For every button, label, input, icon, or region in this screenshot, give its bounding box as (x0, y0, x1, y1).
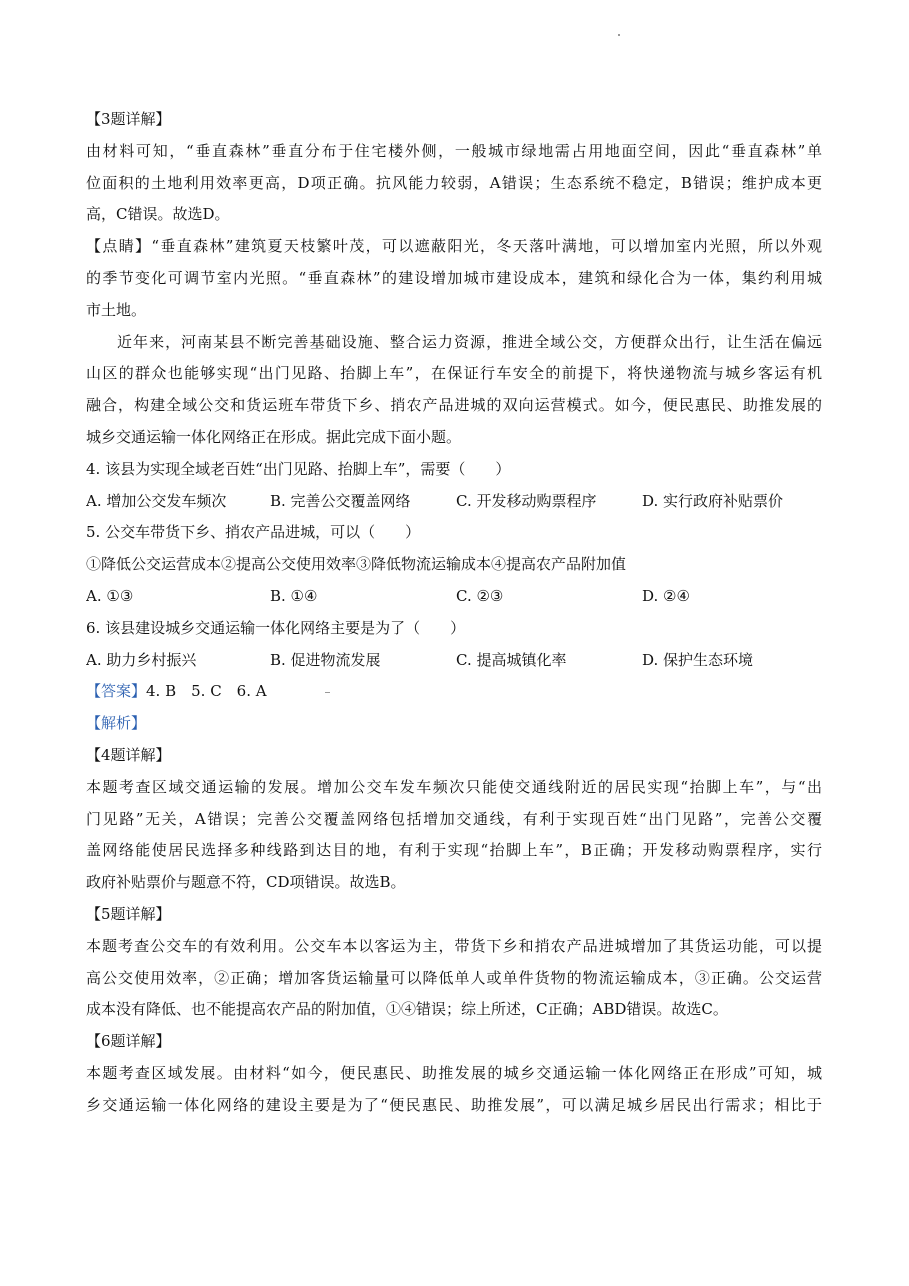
question-6-options (86, 645, 822, 677)
option-c: C. 开发移动购票程序 (456, 491, 597, 510)
material-line: 山区的群众也能够实现“出门见路、抬脚上车”，在保证行车安全的前提下，将快递物流与城乡客运有机 (86, 364, 822, 383)
paragraph-line: 本题考查区域发展。由材料“如今，便民惠民、助推发展的城乡交通运输一体化网络正在形成”可知，城 (86, 1063, 822, 1082)
scan-dot (618, 34, 620, 36)
option-b: B. 促进物流发展 (270, 650, 381, 669)
material-line: 城乡交通运输一体化网络正在形成。据此完成下面小题。 (86, 427, 462, 446)
paragraph-line: 成本没有降低、也不能提高农产品的附加值，①④错误；综上所述，C正确；ABD错误。故选C。 (86, 1000, 728, 1019)
option-a: A. 助力乡村振兴 (86, 650, 197, 669)
option-c: C. 提高城镇化率 (456, 650, 567, 669)
answer-line (86, 676, 822, 708)
dianjing-line: 的季节变化可调节室内光照。“垂直森林”的建设增加城市建设成本，建筑和绿化合为一体，集约利用城 (86, 268, 822, 287)
paragraph-line: 高，C错误。故选D。 (86, 205, 230, 224)
paragraph-line: 位面积的土地利用效率更高，D项正确。抗风能力较弱，A错误；生态系统不稳定，B错误；维护成本更 (86, 173, 822, 192)
paragraph-line: 政府补贴票价与题意不符，CD项错误。故选B。 (86, 873, 406, 892)
document-body (86, 104, 822, 1122)
section-heading-q5: 【5题详解】 (86, 904, 171, 923)
question-4-stem: 4. 该县为实现全域老百姓“出门见路、抬脚上车”，需要（ ） (86, 459, 511, 478)
question-6-stem: 6. 该县建设城乡交通运输一体化网络主要是为了（ ） (86, 618, 466, 637)
question-4-options (86, 486, 822, 518)
option-c: C. ②③ (456, 586, 504, 605)
paragraph-line: 门见路”无关，A错误；完善公交覆盖网络包括增加交通线，有利于实现百姓“出门见路”，完善公交覆 (86, 809, 822, 828)
dianjing-line: 市土地。 (86, 300, 147, 319)
material-line: 近年来，河南某县不断完善基础设施、整合运力资源，推进全域公交，方便群众出行，让生活在偏远 (117, 332, 822, 351)
question-5-stem: 5. 公交车带货下乡、捎农产品进城，可以（ ） (86, 523, 421, 542)
option-d: D. 实行政府补贴票价 (642, 491, 784, 510)
paragraph-line: 高公交使用效率，②正确；增加客货运输量可以降低单人或单件货物的物流运输成本，③正确。公交运营 (86, 968, 822, 987)
paragraph-line: 本题考查公交车的有效利用。公交车本以客运为主，带货下乡和捎农产品进城增加了其货运功能，可以提 (86, 936, 822, 955)
question-5-items: ①降低公交运营成本②提高公交使用效率③降低物流运输成本④提高农产品附加值 (86, 555, 627, 574)
answer-label: 【答案】 (86, 682, 147, 701)
option-a: A. ①③ (86, 586, 134, 605)
section-heading-q4: 【4题详解】 (86, 745, 171, 764)
material-line: 融合，构建全域公交和货运班车带货下乡、捎农产品进城的双向运营模式。如今，便民惠民、助推发展的 (86, 396, 822, 415)
paragraph-line: 本题考查区域交通运输的发展。增加公交车发车频次只能使交通线附近的居民实现“抬脚上车”，与“出 (86, 777, 822, 796)
question-5-options (86, 581, 822, 613)
paragraph-line: 由材料可知，“垂直森林”垂直分布于住宅楼外侧，一般城市绿地需占用地面空间，因此“垂直森林”单 (86, 141, 822, 160)
paragraph-line: 乡交通运输一体化网络的建设主要是为了“便民惠民、助推发展”，可以满足城乡居民出行需求；相比于 (86, 1095, 822, 1114)
answer-text: 4. B 5. C 6. A (146, 682, 267, 701)
section-heading-q6: 【6题详解】 (86, 1032, 171, 1051)
option-a: A. 增加公交发车频次 (86, 491, 227, 510)
dianjing-line: 【点睛】“垂直森林”建筑夏天枝繁叶茂，可以遮蔽阳光，冬天落叶满地，可以增加室内光照，所以外观 (86, 237, 822, 256)
section-heading-q3: 【3题详解】 (86, 110, 171, 128)
option-b: B. 完善公交覆盖网络 (270, 491, 411, 510)
option-d: D. ②④ (642, 586, 690, 605)
analysis-label: 【解析】 (86, 714, 147, 733)
paragraph-line: 盖网络能使居民选择多种线路到达目的地，有利于实现“抬脚上车”，B正确；开发移动购票程序，实行 (86, 841, 822, 860)
option-b: B. ①④ (270, 586, 318, 605)
option-d: D. 保护生态环境 (642, 650, 754, 669)
